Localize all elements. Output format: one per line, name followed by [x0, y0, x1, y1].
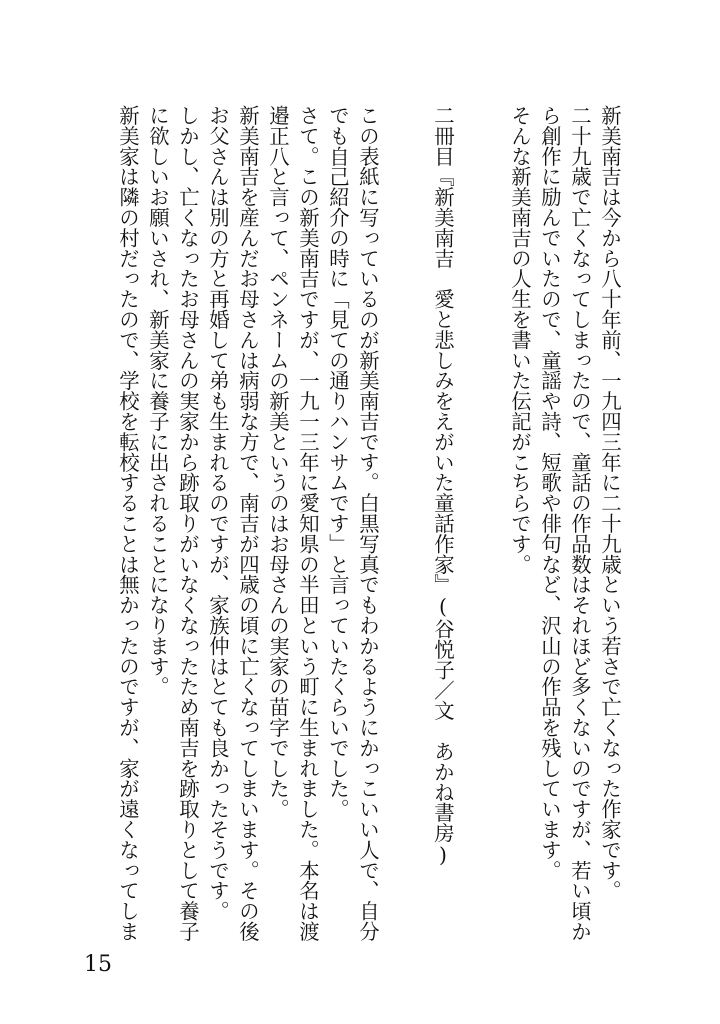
text-line: 邉正八と言って、ペンネームの新美というのはお母さんの実家の苗字でした。: [266, 105, 290, 819]
text-line: しかし、亡くなったお母さんの実家から跡取りがいなくなったため南吉を跡取りとして養子: [176, 105, 200, 942]
text-line: 新美南吉は今から八十年前、一九四三年に二十九歳という若さで亡くなった作家です。: [598, 105, 622, 901]
text-line: お父さんは別の方と再婚して弟も生まれるのですが、家族仲はとても良かったそうです。: [206, 105, 230, 921]
text-line: この表紙に写っているのが新美南吉です。白黒写真でもわかるようにかっこいい人で、自分: [356, 105, 380, 942]
text-line: 新美南吉を産んだお母さんは病弱な方で、南吉が四歳の頃に亡くなってしまいます。その後: [236, 105, 260, 942]
book-title-line: 二冊目『新美南吉 愛と悲しみをえがいた童話作家』(谷悦子／文 あかね書房): [431, 105, 455, 867]
text-line: でも自己紹介の時に「見ての通りハンサムです」と言っていたくらいでした。: [326, 105, 350, 819]
page-number: 15: [84, 952, 112, 977]
text-line: に欲しいお願いされ、新美家に養子に出されることになります。: [146, 105, 170, 697]
text-line: ら創作に励んでいたので、童謡や詩、短歌や俳句など、沢山の作品を残しています。: [538, 105, 562, 881]
text-line: そんな新美南吉の人生を書いた伝記がこちらです。: [508, 105, 532, 575]
text-line: 新美家は隣の村だったので、学校を転校することは無かったのですが、家が遠くなってしま: [116, 105, 140, 942]
text-line: さて。この新美南吉ですが、一九一三年に愛知県の半田という町に生まれました。本名は渡: [296, 105, 320, 942]
text-line: 二十九歳で亡くなってしまったので、童話の作品数はそれほど多くないのですが、若い頃か: [568, 105, 592, 942]
